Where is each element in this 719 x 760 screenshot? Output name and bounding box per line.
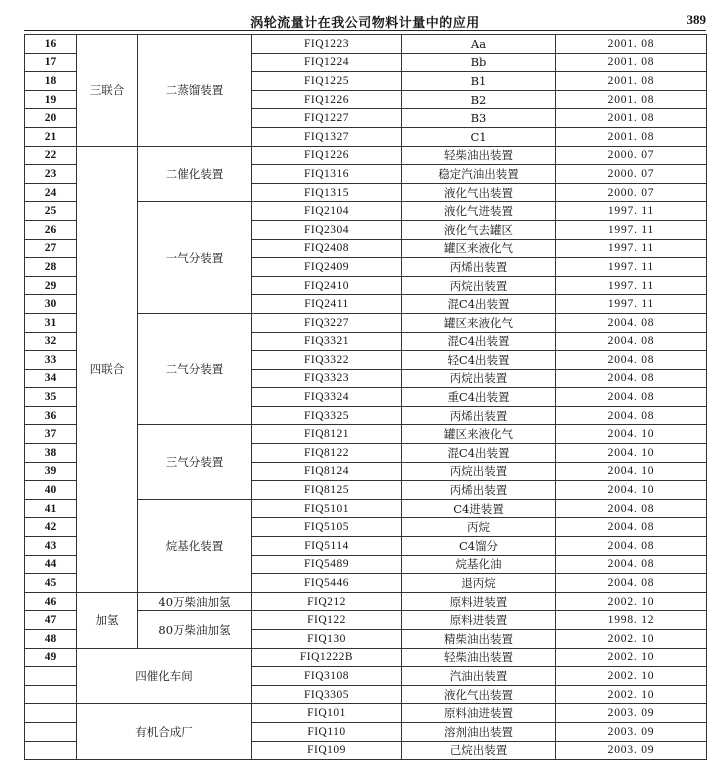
meter-location: 轻C4出装置: [402, 351, 556, 370]
row-number: 20: [25, 109, 77, 128]
meter-location: 混C4出装置: [402, 444, 556, 463]
install-date: 2000. 07: [556, 165, 707, 184]
meter-id: FIQ1226: [252, 90, 402, 109]
meter-id: FIQ2408: [252, 239, 402, 258]
meter-location: 溶剂油出装置: [402, 722, 556, 741]
meter-id: FIQ122: [252, 611, 402, 630]
row-number: 39: [25, 462, 77, 481]
install-date: 1997. 11: [556, 295, 707, 314]
install-date: 2004. 08: [556, 388, 707, 407]
install-date: 1997. 11: [556, 202, 707, 221]
meter-location: 丙烯出装置: [402, 258, 556, 277]
row-number: 31: [25, 313, 77, 332]
row-number: 22: [25, 146, 77, 165]
row-number: 40: [25, 481, 77, 500]
unit-name: 80万柴油加氢: [138, 611, 252, 648]
meter-id: FIQ109: [252, 741, 402, 760]
install-date: 2004. 10: [556, 444, 707, 463]
install-date: 2004. 08: [556, 537, 707, 556]
install-date: 2004. 10: [556, 481, 707, 500]
install-date: 2002. 10: [556, 648, 707, 667]
meter-location: 丙烷出装置: [402, 276, 556, 295]
install-date: 2004. 08: [556, 313, 707, 332]
meter-location: C4馏分: [402, 537, 556, 556]
table-row: [25, 35, 707, 54]
install-date: 2000. 07: [556, 146, 707, 165]
row-number: 16: [25, 35, 77, 54]
row-number: 41: [25, 499, 77, 518]
row-number: 21: [25, 127, 77, 146]
row-number: 34: [25, 369, 77, 388]
complex-name: 四催化车间: [77, 648, 252, 704]
row-number: [25, 685, 77, 704]
install-date: 2001. 08: [556, 35, 707, 54]
meter-location: 丙烷: [402, 518, 556, 537]
row-number: 32: [25, 332, 77, 351]
meter-id: FIQ5114: [252, 537, 402, 556]
meter-location: 丙烯出装置: [402, 406, 556, 425]
running-title: 涡轮流量计在我公司物料计量中的应用: [250, 16, 480, 31]
install-date: 2004. 08: [556, 332, 707, 351]
row-number: 48: [25, 630, 77, 649]
row-number: 24: [25, 183, 77, 202]
row-number: 44: [25, 555, 77, 574]
meter-location: 原料进装置: [402, 592, 556, 611]
meter-id: FIQ2104: [252, 202, 402, 221]
meter-id: FIQ1224: [252, 53, 402, 72]
install-date: 1997. 11: [556, 239, 707, 258]
row-number: 35: [25, 388, 77, 407]
meter-id: FIQ3322: [252, 351, 402, 370]
meter-location: 轻柴油出装置: [402, 648, 556, 667]
table-row: [25, 146, 707, 165]
install-date: 2004. 08: [556, 499, 707, 518]
meter-id: FIQ5105: [252, 518, 402, 537]
row-number: 29: [25, 276, 77, 295]
unit-name: 二催化装置: [138, 146, 252, 202]
meter-id: FIQ3321: [252, 332, 402, 351]
unit-name: 二蒸馏装置: [138, 35, 252, 147]
row-number: 17: [25, 53, 77, 72]
install-date: 2004. 08: [556, 406, 707, 425]
meter-location: 液化气出装置: [402, 685, 556, 704]
install-date: 2004. 10: [556, 462, 707, 481]
install-date: 2004. 08: [556, 518, 707, 537]
meter-id: FIQ1223: [252, 35, 402, 54]
meter-id: FIQ1227: [252, 109, 402, 128]
meter-location: 罐区来液化气: [402, 313, 556, 332]
page-number: 389: [686, 12, 706, 27]
meter-id: FIQ3324: [252, 388, 402, 407]
install-date: 1998. 12: [556, 611, 707, 630]
install-date: 2001. 08: [556, 127, 707, 146]
meter-location: C1: [402, 127, 556, 146]
meter-location: 罐区来液化气: [402, 239, 556, 258]
row-number: 25: [25, 202, 77, 221]
meter-id: FIQ2304: [252, 220, 402, 239]
meter-id: FIQ3227: [252, 313, 402, 332]
table-row: [25, 648, 707, 667]
meter-id: FIQ2410: [252, 276, 402, 295]
install-date: 2003. 09: [556, 704, 707, 723]
meter-location: 混C4出装置: [402, 295, 556, 314]
row-number: 37: [25, 425, 77, 444]
complex-name: 加氢: [77, 592, 138, 648]
meter-id: FIQ1327: [252, 127, 402, 146]
meter-location: Aa: [402, 35, 556, 54]
row-number: 33: [25, 351, 77, 370]
complex-name: 四联合: [77, 146, 138, 592]
row-number: [25, 741, 77, 760]
meter-location: Bb: [402, 53, 556, 72]
meter-id: FIQ110: [252, 722, 402, 741]
install-date: 2004. 10: [556, 425, 707, 444]
meter-id: FIQ1226: [252, 146, 402, 165]
meter-id: FIQ3305: [252, 685, 402, 704]
install-date: 2002. 10: [556, 630, 707, 649]
meter-id: FIQ3323: [252, 369, 402, 388]
install-date: 2000. 07: [556, 183, 707, 202]
meter-id: FIQ101: [252, 704, 402, 723]
unit-name: 40万柴油加氢: [138, 592, 252, 611]
meter-location: 罐区来液化气: [402, 425, 556, 444]
meter-id: FIQ3108: [252, 667, 402, 686]
meter-id: FIQ212: [252, 592, 402, 611]
meter-id: FIQ8124: [252, 462, 402, 481]
install-date: 2004. 08: [556, 574, 707, 593]
meter-location: 稳定汽油出装置: [402, 165, 556, 184]
row-number: 47: [25, 611, 77, 630]
row-number: 27: [25, 239, 77, 258]
meter-location: 丙烷出装置: [402, 369, 556, 388]
meter-location: B1: [402, 72, 556, 91]
row-number: [25, 722, 77, 741]
meter-id: FIQ8125: [252, 481, 402, 500]
meter-location: 原料进装置: [402, 611, 556, 630]
table-row: [25, 592, 707, 611]
meter-location: 液化气进装置: [402, 202, 556, 221]
meter-location: C4进装置: [402, 499, 556, 518]
meter-id: FIQ1315: [252, 183, 402, 202]
install-date: 2004. 08: [556, 369, 707, 388]
meter-location: 轻柴油出装置: [402, 146, 556, 165]
row-number: [25, 667, 77, 686]
meter-location: 退丙烷: [402, 574, 556, 593]
row-number: 36: [25, 406, 77, 425]
install-date: 1997. 11: [556, 276, 707, 295]
meter-location: 原料油进装置: [402, 704, 556, 723]
meter-location: B3: [402, 109, 556, 128]
meter-id: FIQ8122: [252, 444, 402, 463]
meter-location: 重C4出装置: [402, 388, 556, 407]
install-date: 1997. 11: [556, 258, 707, 277]
row-number: 23: [25, 165, 77, 184]
install-date: 2002. 10: [556, 685, 707, 704]
row-number: 42: [25, 518, 77, 537]
meter-id: FIQ130: [252, 630, 402, 649]
unit-name: 三气分装置: [138, 425, 252, 499]
meter-location: 丙烯出装置: [402, 481, 556, 500]
meter-location: 液化气出装置: [402, 183, 556, 202]
row-number: 18: [25, 72, 77, 91]
table-row: [25, 704, 707, 723]
unit-name: 一气分装置: [138, 202, 252, 314]
install-date: 2001. 08: [556, 53, 707, 72]
meter-location: 汽油出装置: [402, 667, 556, 686]
complex-name: 三联合: [77, 35, 138, 147]
row-number: 49: [25, 648, 77, 667]
unit-name: 烷基化装置: [138, 499, 252, 592]
complex-name: 有机合成厂: [77, 704, 252, 760]
meter-id: FIQ5101: [252, 499, 402, 518]
meter-id: FIQ2411: [252, 295, 402, 314]
meter-location: 烷基化油: [402, 555, 556, 574]
meter-table: [24, 34, 707, 760]
meter-id: FIQ5489: [252, 555, 402, 574]
row-number: 38: [25, 444, 77, 463]
row-number: 43: [25, 537, 77, 556]
meter-id: FIQ8121: [252, 425, 402, 444]
meter-id: FIQ2409: [252, 258, 402, 277]
unit-name: 二气分装置: [138, 313, 252, 425]
install-date: 2001. 08: [556, 90, 707, 109]
row-number: [25, 704, 77, 723]
meter-location: 丙烷出装置: [402, 462, 556, 481]
meter-location: B2: [402, 90, 556, 109]
meter-location: 液化气去罐区: [402, 220, 556, 239]
install-date: 2001. 08: [556, 109, 707, 128]
meter-location: 混C4出装置: [402, 332, 556, 351]
row-number: 30: [25, 295, 77, 314]
row-number: 26: [25, 220, 77, 239]
install-date: 1997. 11: [556, 220, 707, 239]
meter-id: FIQ1225: [252, 72, 402, 91]
meter-location: 精柴油出装置: [402, 630, 556, 649]
header-rule: [24, 30, 706, 31]
install-date: 2003. 09: [556, 741, 707, 760]
install-date: 2002. 10: [556, 667, 707, 686]
page-header: [24, 0, 706, 30]
install-date: 2003. 09: [556, 722, 707, 741]
meter-table-body: [25, 35, 707, 760]
install-date: 2001. 08: [556, 72, 707, 91]
install-date: 2002. 10: [556, 592, 707, 611]
row-number: 19: [25, 90, 77, 109]
meter-id: FIQ3325: [252, 406, 402, 425]
meter-id: FIQ5446: [252, 574, 402, 593]
meter-id: FIQ1222B: [252, 648, 402, 667]
row-number: 45: [25, 574, 77, 593]
row-number: 28: [25, 258, 77, 277]
row-number: 46: [25, 592, 77, 611]
install-date: 2004. 08: [556, 351, 707, 370]
meter-location: 己烷出装置: [402, 741, 556, 760]
install-date: 2004. 08: [556, 555, 707, 574]
meter-id: FIQ1316: [252, 165, 402, 184]
